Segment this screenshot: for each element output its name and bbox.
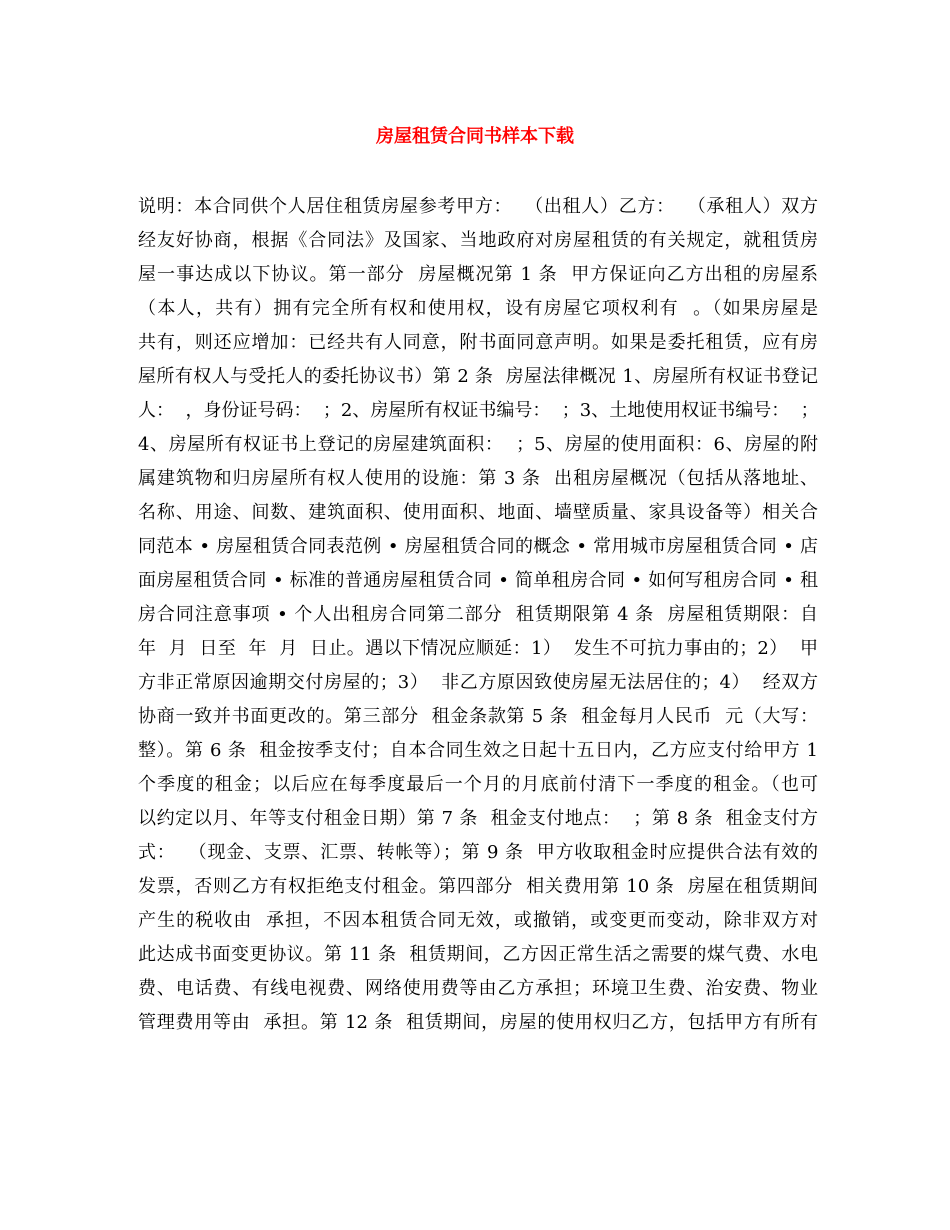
body-line: 发票，否则乙方有权拒绝支付租金。第四部分 相关费用第 10 条 房屋在租赁期间 [138,876,818,897]
body-line: 属建筑物和归房屋所有权人使用的设施：第 3 条 出租房屋概况（包括从落地址、 [138,468,818,489]
body-line: 管理费用等由 承担。第 12 条 租赁期间，房屋的使用权归乙方，包括甲方有所有 [138,1012,818,1033]
body-line: 方非正常原因逾期交付房屋的；3） 非乙方原因致使房屋无法居住的；4） 经双方 [138,672,818,693]
body-line: 4、房屋所有权证书上登记的房屋建筑面积： ；5、房屋的使用面积：6、房屋的附 [138,434,818,455]
body-line: 式： （现金、支票、汇票、转帐等）；第 9 条 甲方收取租金时应提供合法有效的 [138,842,818,863]
body-line: 共有，则还应增加：已经共有人同意，附书面同意声明。如果是委托租赁，应有房 [138,332,818,353]
body-line: 屋一事达成以下协议。第一部分 房屋概况第 1 条 甲方保证向乙方出租的房屋系 [138,264,818,285]
body-line: 屋所有权人与受托人的委托协议书）第 2 条 房屋法律概况 1、房屋所有权证书登记 [138,366,818,387]
body-line: 人： ，身份证号码： ；2、房屋所有权证书编号： ；3、土地使用权证书编号： ； [138,400,819,421]
body-line: 名称、用途、间数、建筑面积、使用面积、地面、墙壁质量、家具设备等）相关合 [138,502,818,523]
body-line: 费、电话费、有线电视费、网络使用费等由乙方承担；环境卫生费、治安费、物业 [138,978,818,999]
body-line: 协商一致并书面更改的。第三部分 租金条款第 5 条 租金每月人民币 元（大写： [138,706,818,727]
document-body [138,190,818,1040]
body-line: 个季度的租金；以后应在每季度最后一个月的月底前付清下一季度的租金。（也可 [138,774,818,795]
body-line: 说明：本合同供个人居住租赁房屋参考甲方： （出租人）乙方： （承租人）双方 [138,196,818,217]
body-line: 整）。第 6 条 租金按季支付；自本合同生效之日起十五日内，乙方应支付给甲方 1 [138,740,818,761]
document-title: 房屋租赁合同书样本下载 [376,126,574,147]
body-line: 年 月 日至 年 月 日止。遇以下情况应顺延：1） 发生不可抗力事由的；2） 甲 [138,638,818,659]
body-line: 面房屋租赁合同 • 标准的普通房屋租赁合同 • 简单租房合同 • 如何写租房合同 • 租 [138,570,818,591]
body-line: 房合同注意事项 • 个人出租房合同第二部分 租赁期限第 4 条 房屋租赁期限：自 [138,604,818,625]
body-line: 经友好协商，根据《合同法》及国家、当地政府对房屋租赁的有关规定，就租赁房 [138,230,818,251]
body-line: （本人，共有）拥有完全所有权和使用权，设有房屋它项权利有 。（如果房屋是 [138,298,818,319]
body-line: 此达成书面变更协议。第 11 条 租赁期间，乙方因正常生活之需要的煤气费、水电 [138,944,818,965]
body-line: 产生的税收由 承担，不因本租赁合同无效，或撤销，或变更而变动，除非双方对 [138,910,818,931]
body-line: 同范本 • 房屋租赁合同表范例 • 房屋租赁合同的概念 • 常用城市房屋租赁合同 • 店 [138,536,818,557]
body-line: 以约定以月、年等支付租金日期）第 7 条 租金支付地点： ；第 8 条 租金支付方 [138,808,818,829]
